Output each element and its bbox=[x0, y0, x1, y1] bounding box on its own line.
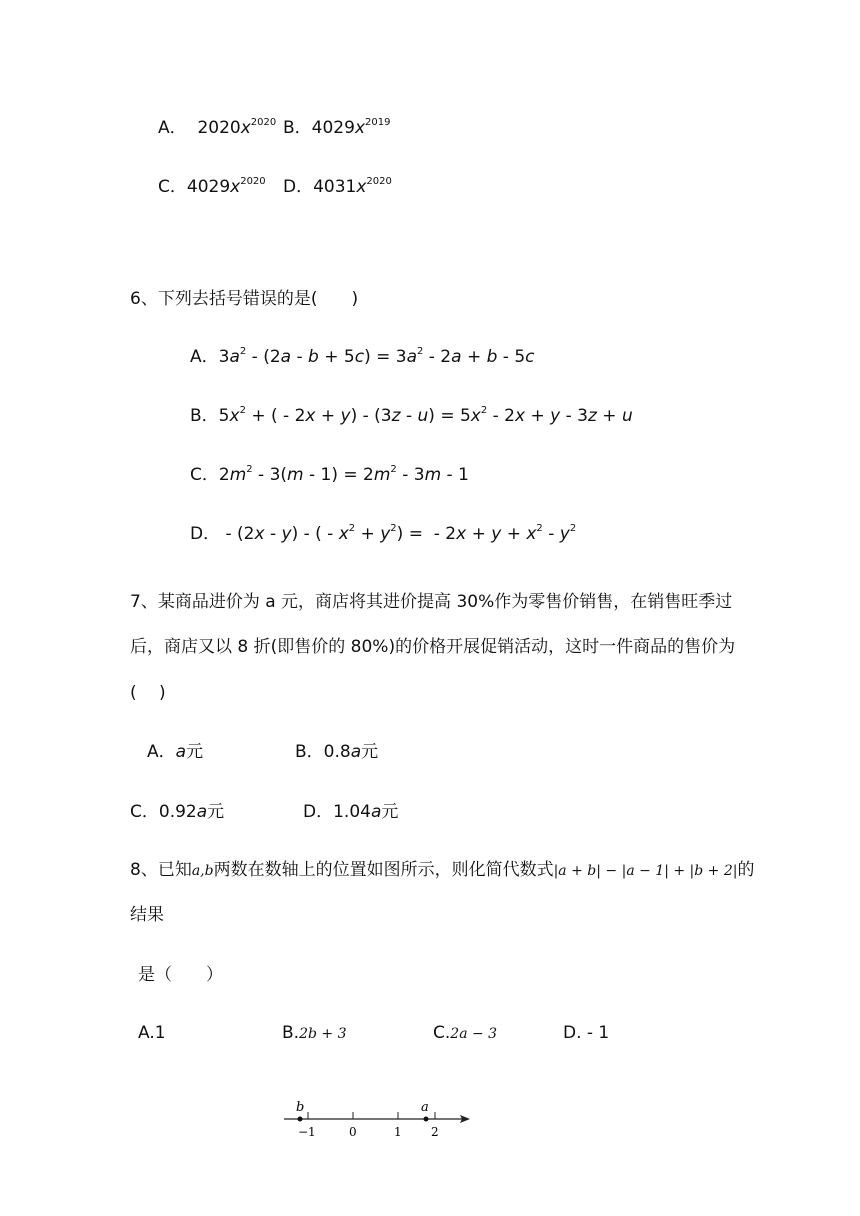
q8-stem-line2: 结果 bbox=[130, 905, 164, 925]
q7-stem-line2: 后，商店又以 8 折(即售价的 80%)的价格开展促销活动，这时一件商品的售价为 bbox=[130, 637, 736, 657]
q7-option-a: A．a元 bbox=[147, 742, 204, 762]
q7-stem-line1: 7、某商品进价为 a 元，商店将其进价提高 30%作为零售价销售，在销售旺季过 bbox=[130, 592, 733, 612]
tick-label-2: 2 bbox=[431, 1125, 439, 1139]
q6-option-d: D． - (2x - y) - ( - $x^2 + y^2$) = - $2x + y + x^2 - y^2$ bbox=[190, 523, 577, 544]
q7-stem-line3: ( ) bbox=[130, 683, 166, 703]
label-b: b bbox=[296, 1100, 305, 1115]
label-a: a bbox=[421, 1100, 429, 1115]
q8-stem-line3: 是（ ） bbox=[138, 965, 223, 985]
point-b bbox=[298, 1117, 303, 1122]
point-a bbox=[424, 1117, 429, 1122]
q8-stem-line1: 8、已知a,b两数在数轴上的位置如图所示，则化简代数式|a + b| − |a − 1| + |b + 2|的 bbox=[130, 860, 755, 880]
tick-label-neg1: −1 bbox=[298, 1125, 316, 1139]
q7-option-d: D．1.04a元 bbox=[303, 802, 399, 822]
tick-label-1: 1 bbox=[394, 1125, 402, 1139]
q6-option-a: A．$3a^2 - (2a - b + 5c) = 3a^2 - 2a + b - 5c$ bbox=[190, 346, 535, 367]
q5-option-d: D．$4031x^{2020}$ bbox=[283, 176, 392, 197]
q6-option-b: B．$5x^2$ + ( - $2x + y) - (3z - u) = 5x^2 - 2x + y - 3z + u$ bbox=[190, 405, 633, 426]
q6-option-a-expr: $3a^2 - (2a - b + 5c) = 3a^2 - 2a + b - 5c$ bbox=[218, 346, 535, 367]
q6-option-b-expr: $5x^2$ + ( - $2x + y) - (3z - u) = 5x^2 - 2x + y - 3z + u$ bbox=[218, 405, 633, 426]
q8-expression: |a + b| − |a − 1| + |b + 2| bbox=[553, 863, 738, 879]
q6-option-c-expr: $2m^2 - 3(m - 1) = 2m^2 - 3m - 1$ bbox=[218, 464, 469, 485]
q8-option-c: C.2a − 3 bbox=[433, 1023, 498, 1043]
tick-label-0: 0 bbox=[349, 1125, 357, 1139]
q7-option-c: C．0.92a元 bbox=[130, 802, 225, 822]
q6-option-d-expr: - (2x - y) - ( - $x^2 + y^2$) = - $2x + y + x^2 - y^2$ bbox=[220, 523, 577, 544]
q8-option-a: A.1 bbox=[138, 1023, 166, 1043]
number-line-figure bbox=[280, 1095, 480, 1145]
q7-option-b: B．0.8a元 bbox=[295, 742, 379, 762]
q6-stem: 6、下列去括号错误的是( ) bbox=[130, 289, 359, 309]
q5-option-a: A． $2020x^{2020}$ bbox=[158, 117, 277, 138]
q5-option-b: B．$4029x^{2019}$ bbox=[283, 117, 391, 138]
q8-option-b: B.2b + 3 bbox=[282, 1023, 347, 1043]
q5-option-c: C．$4029x^{2020}$ bbox=[158, 176, 266, 197]
q8-option-d: D. - 1 bbox=[563, 1023, 610, 1043]
q6-option-c: C．$2m^2 - 3(m - 1) = 2m^2 - 3m - 1$ bbox=[190, 464, 469, 485]
